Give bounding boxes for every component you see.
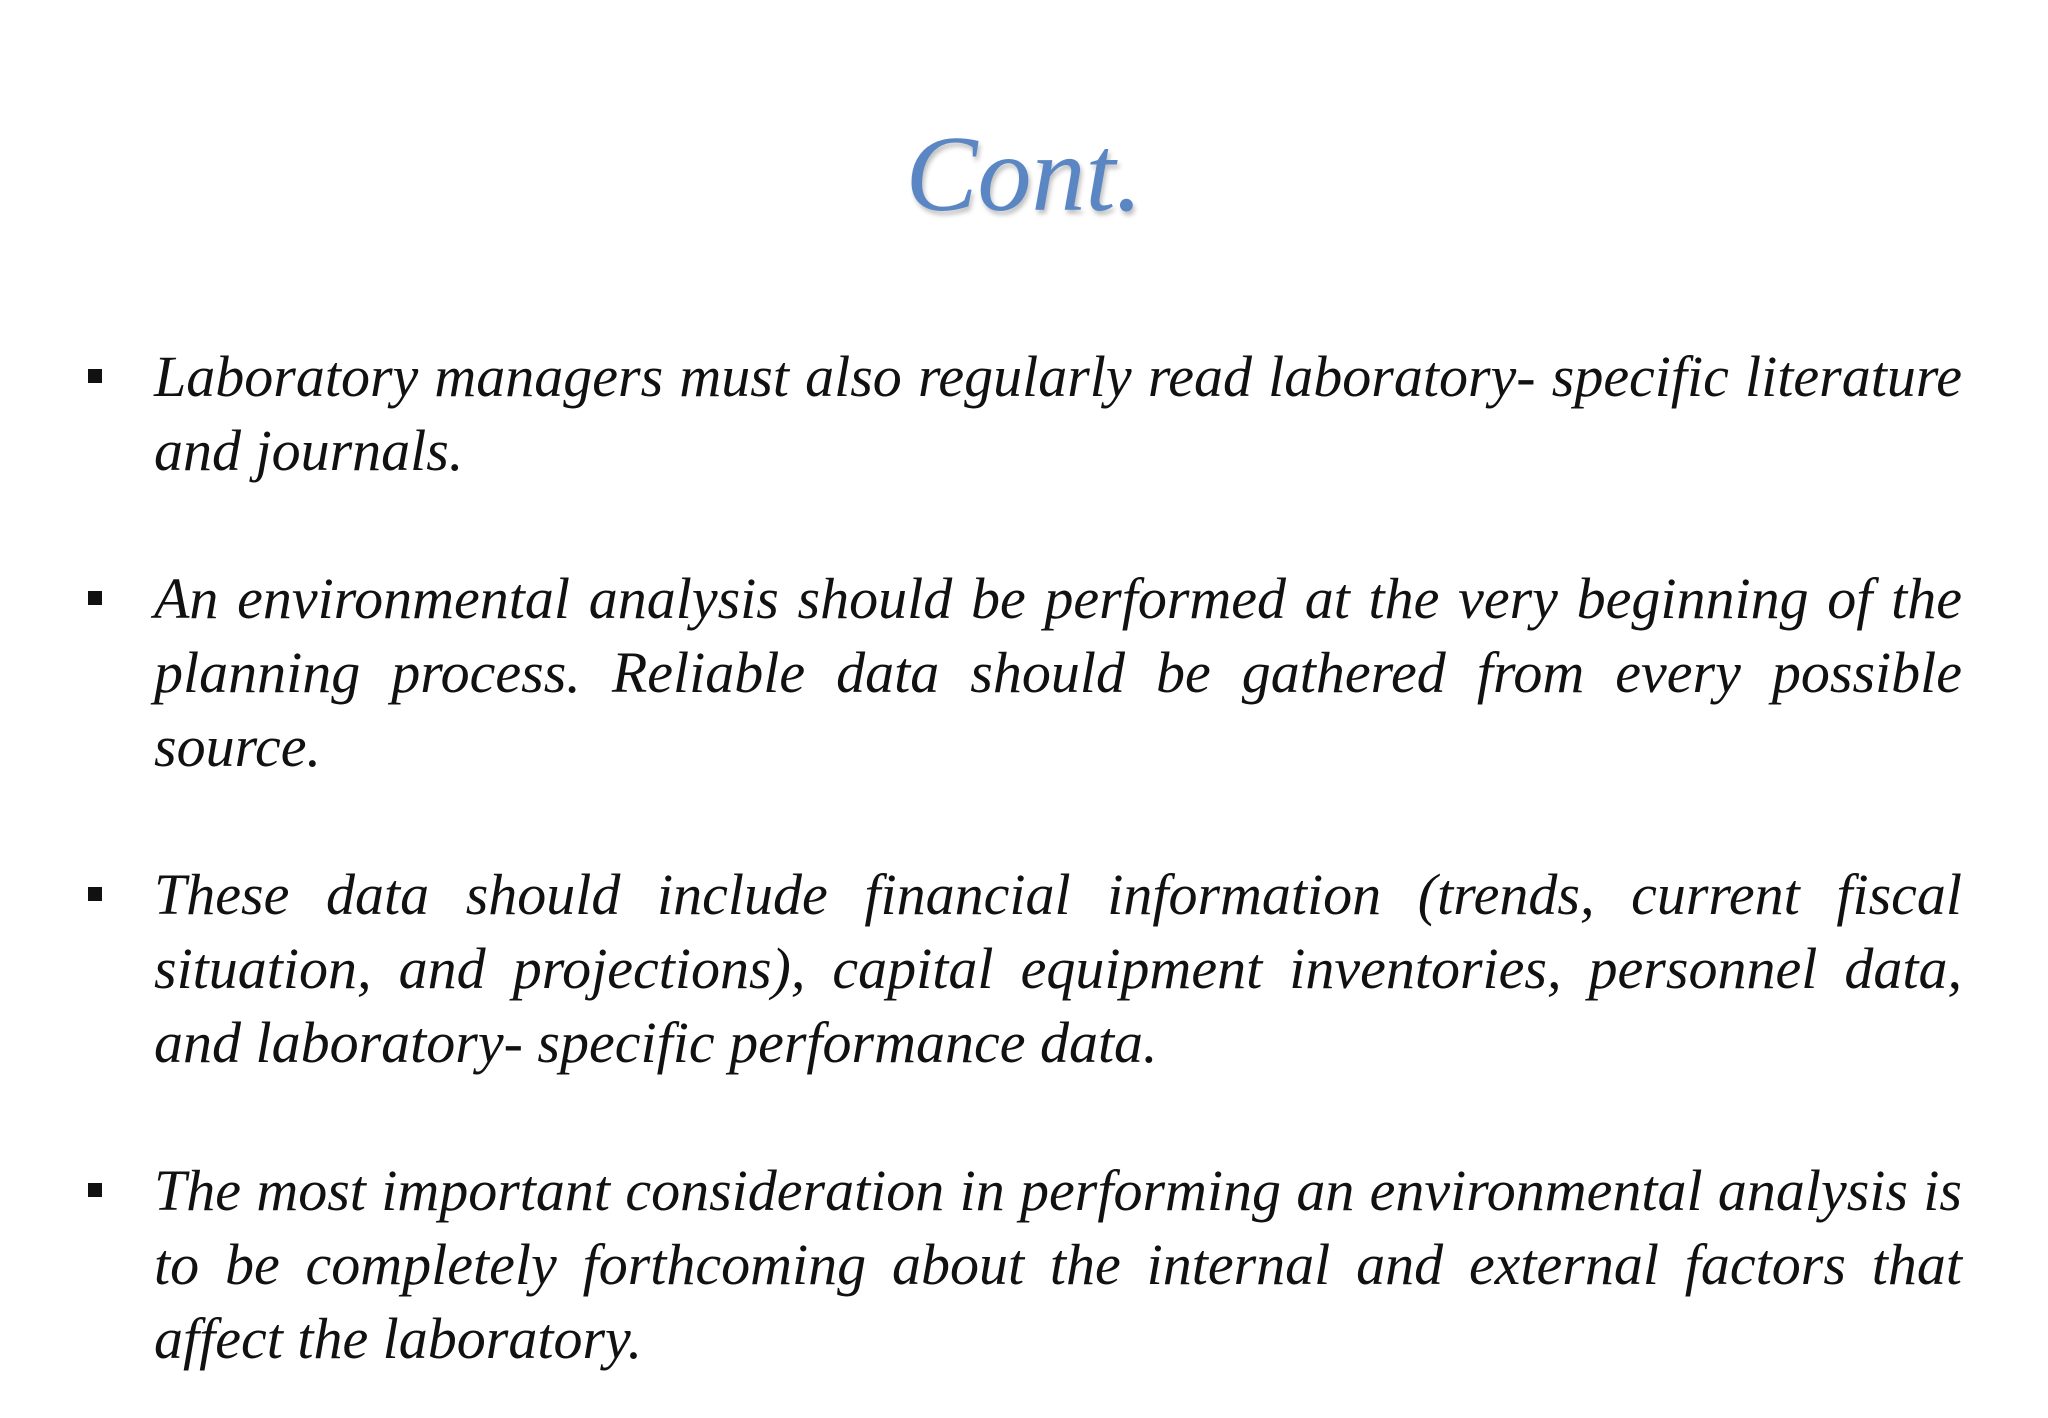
slide-title: Cont. [905,115,1143,234]
square-bullet-icon [88,887,102,901]
square-bullet-icon [88,369,102,383]
bullet-text: An environmental analysis should be performed at the very beginning of the planning process. Reliable data should be gathered from every possible source. [154,566,1962,779]
bullet-text: Laboratory managers must also regularly read laboratory- specific literature and journals. [154,344,1962,483]
bullet-item [80,562,1962,784]
bullet-item [80,1154,1962,1376]
bullet-item [80,340,1962,488]
bullet-list [80,340,1962,1376]
bullet-text: The most important consideration in performing an environmental analysis is to be completely forthcoming about the internal and external factors that affect the laboratory. [154,1158,1962,1371]
bullet-text: These data should include financial information (trends, current fiscal situation, and projections), capital equipment inventories, personnel data, and laboratory- specific performance data. [154,862,1962,1075]
bullet-item [80,858,1962,1080]
square-bullet-icon [88,591,102,605]
square-bullet-icon [88,1183,102,1197]
